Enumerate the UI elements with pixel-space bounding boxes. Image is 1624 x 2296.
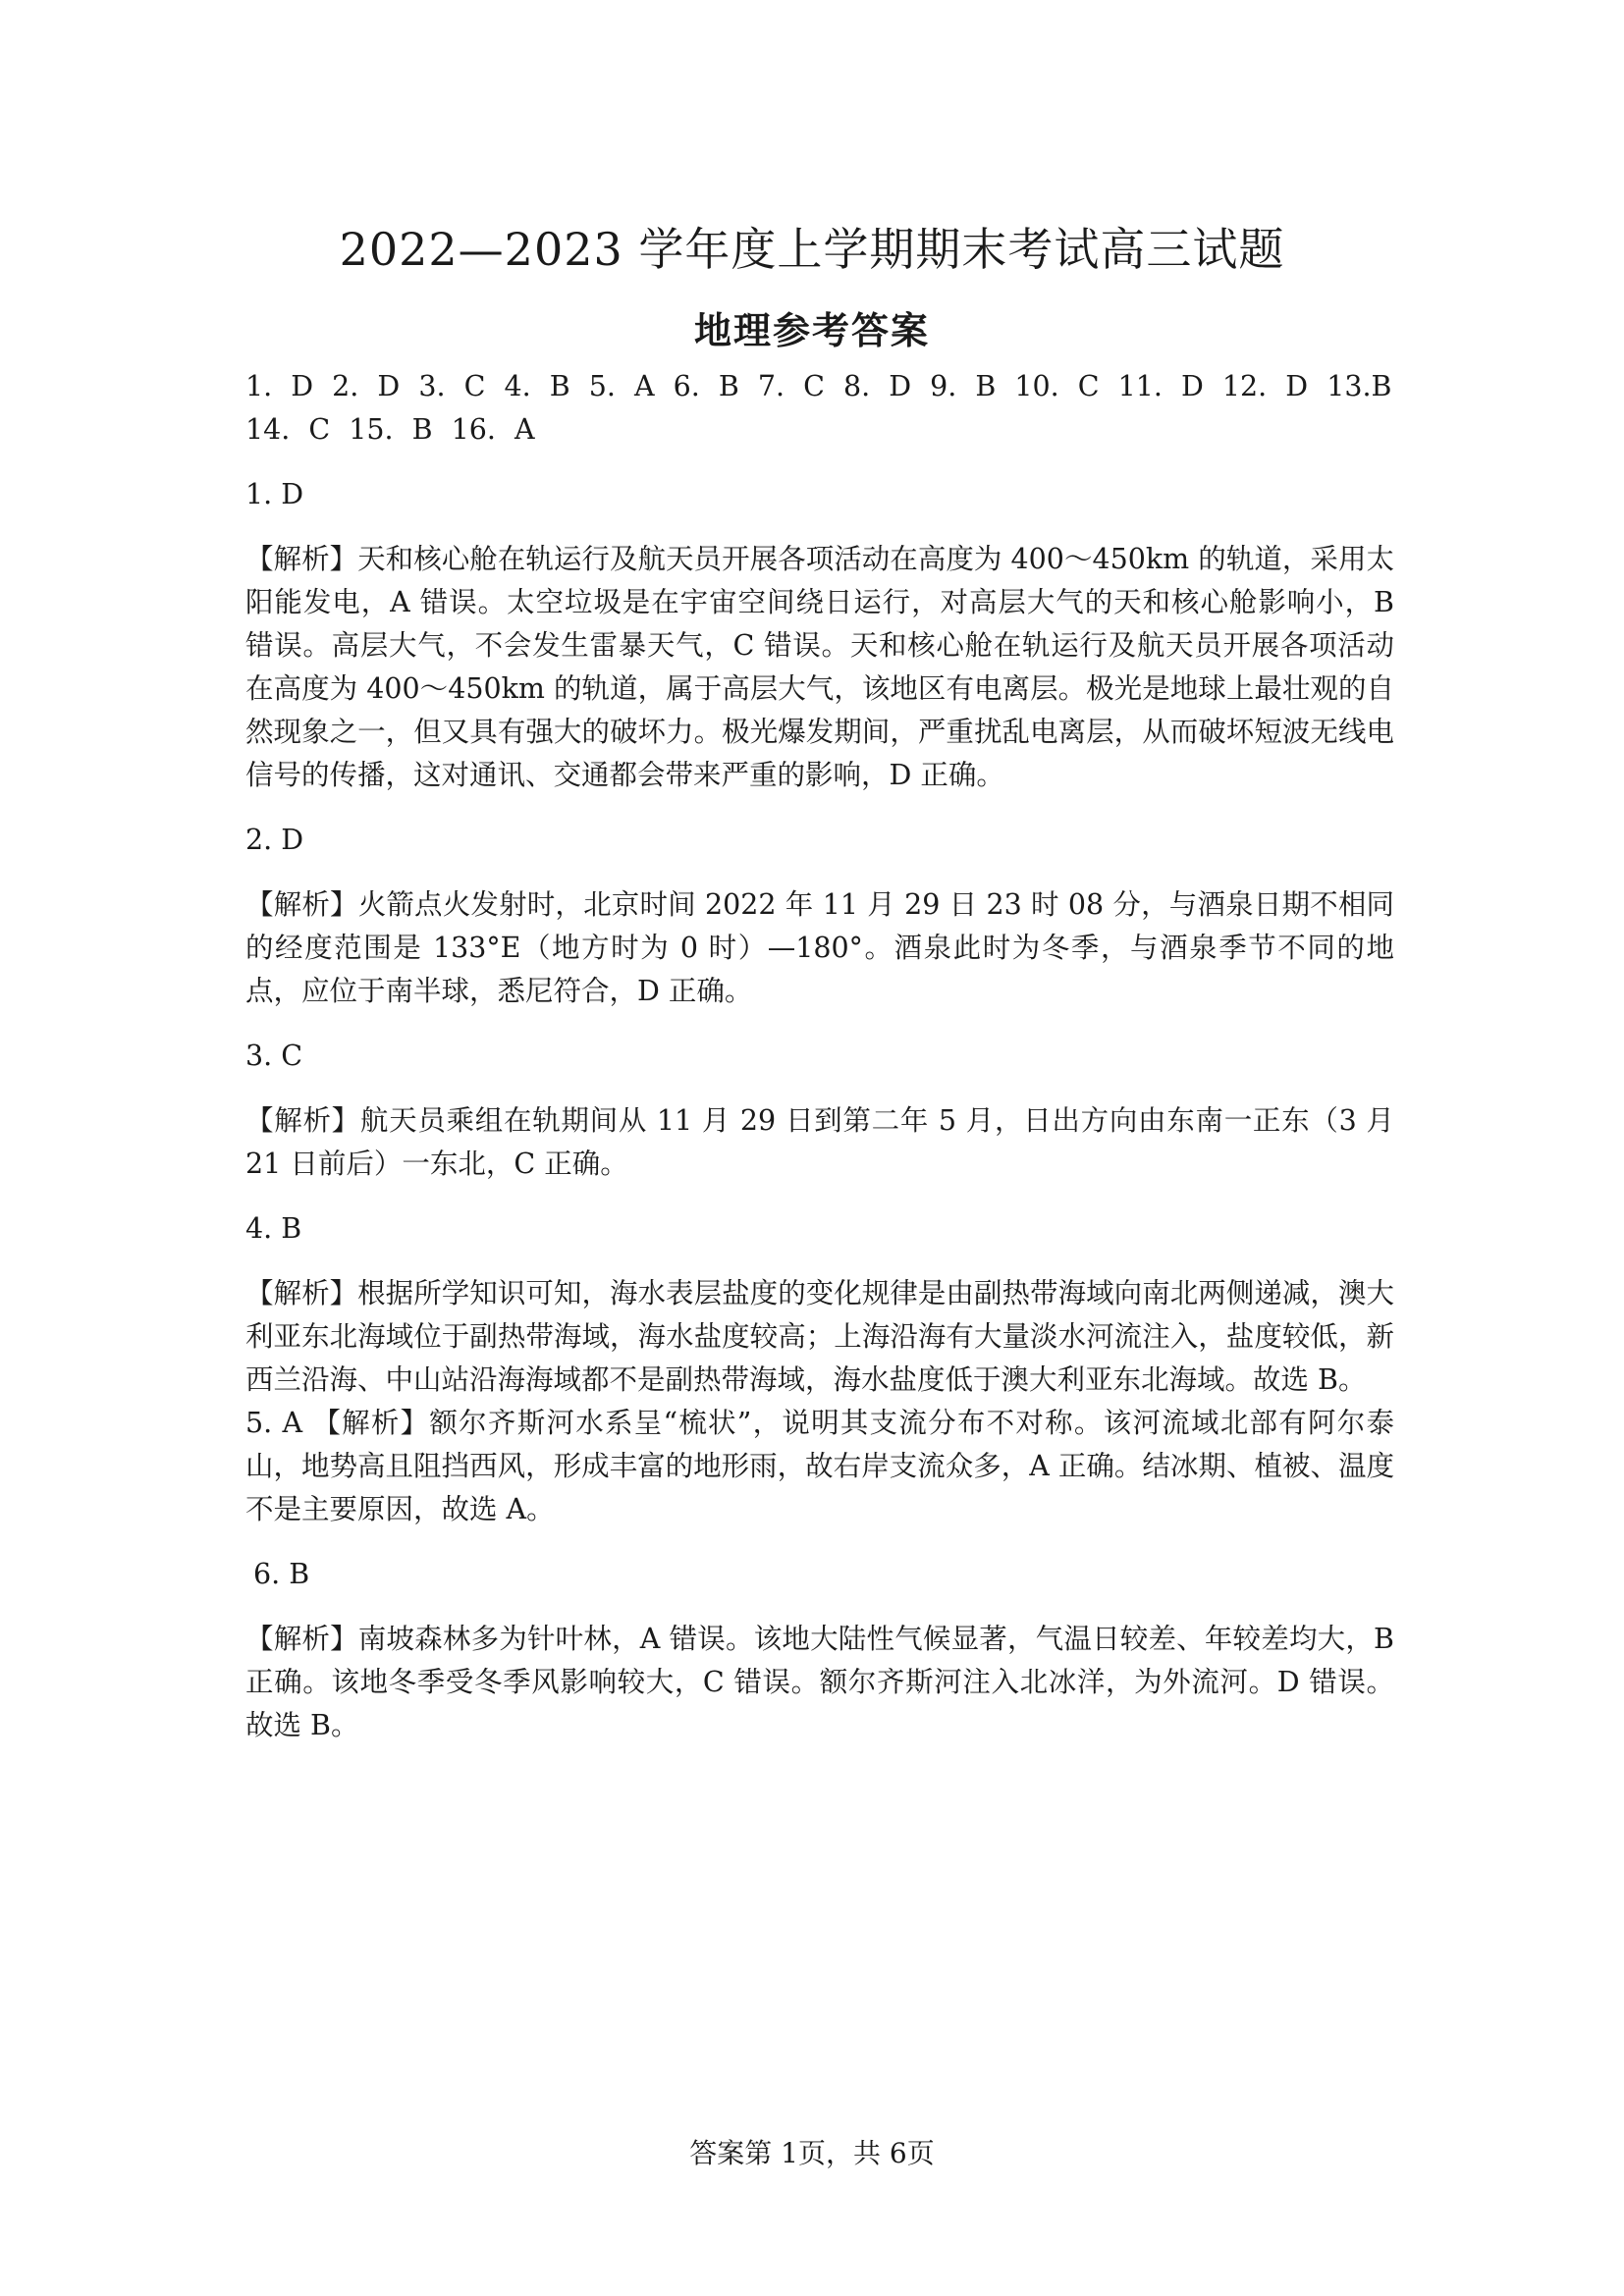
question-1-answer: 1. D	[245, 478, 304, 510]
answer-summary-line-2: 14. C 15. B 16. A	[245, 413, 535, 446]
question-4-explanation: 【解析】根据所学知识可知，海水表层盐度的变化规律是由副热带海域向南北两侧递减，澳大利亚东北海域位于副热带海域，海水盐度较高；上海沿海有大量淡水河流注入，盐度较低，新西兰沿海、中山站沿海海域都不是副热带海域，海水盐度低于澳大利亚东北海域。故选 B。	[245, 1277, 1394, 1396]
question-3-explanation: 【解析】航天员乘组在轨期间从 11 月 29 日到第二年 5 月，日出方向由东南一正东（3 月 21 日前后）一东北，C 正确。	[245, 1104, 1394, 1180]
answer-content	[245, 365, 1394, 1747]
page-footer: 答案第 1页，共 6页	[689, 2137, 935, 2169]
question-2-answer: 2. D	[245, 824, 304, 856]
question-1-explanation: 【解析】天和核心舱在轨运行及航天员开展各项活动在高度为 400～450km 的轨道，采用太阳能发电，A 错误。太空垃圾是在宇宙空间绕日运行，对高层大气的天和核心舱影响小，B 错误。高层大气，不会发生雷暴天气，C 错误。天和核心舱在轨运行及航天员开展各项活动在高度为 400～450km 的轨道，属于高层大气，该地区有电离层。极光是地球上最壮观的自然现象之一，但又具有强大的破坏力。极光爆发期间，严重扰乱电离层，从而破坏短波无线电信号的传播，这对通讯、交通都会带来严重的影响，D 正确。	[245, 543, 1394, 791]
page-title: 2022—2023 学年度上学期期末考试高三试题	[339, 223, 1285, 276]
question-2-explanation: 【解析】火箭点火发射时，北京时间 2022 年 11 月 29 日 23 时 08 分，与酒泉日期不相同的经度范围是 133°E（地方时为 0 时）—180°。酒泉此时为冬季，与酒泉季节不同的地点，应位于南半球，悉尼符合，D 正确。	[245, 888, 1394, 1007]
answer-summary-line-1: 1. D 2. D 3. C 4. B 5. A 6. B 7. C 8. D 9. B 10. C 11. D 12. D 13.B	[245, 370, 1392, 402]
question-3-answer: 3. C	[245, 1040, 303, 1072]
question-4-answer: 4. B	[245, 1212, 302, 1245]
question-6-answer: 6. B	[253, 1558, 310, 1590]
page-subtitle: 地理参考答案	[693, 309, 930, 352]
question-5-answer-and-explanation: 5. A 【解析】额尔齐斯河水系呈“梳状”，说明其支流分布不对称。该河流域北部有阿尔泰山，地势高且阻挡西风，形成丰富的地形雨，故右岸支流众多，A 正确。结冰期、植被、温度不是主要原因，故选 A。	[245, 1407, 1394, 1525]
question-6-explanation: 【解析】南坡森林多为针叶林，A 错误。该地大陆性气候显著，气温日较差、年较差均大，B 正确。该地冬季受冬季风影响较大，C 错误。额尔齐斯河注入北冰洋，为外流河。D 错误。故选 B。	[245, 1623, 1394, 1741]
